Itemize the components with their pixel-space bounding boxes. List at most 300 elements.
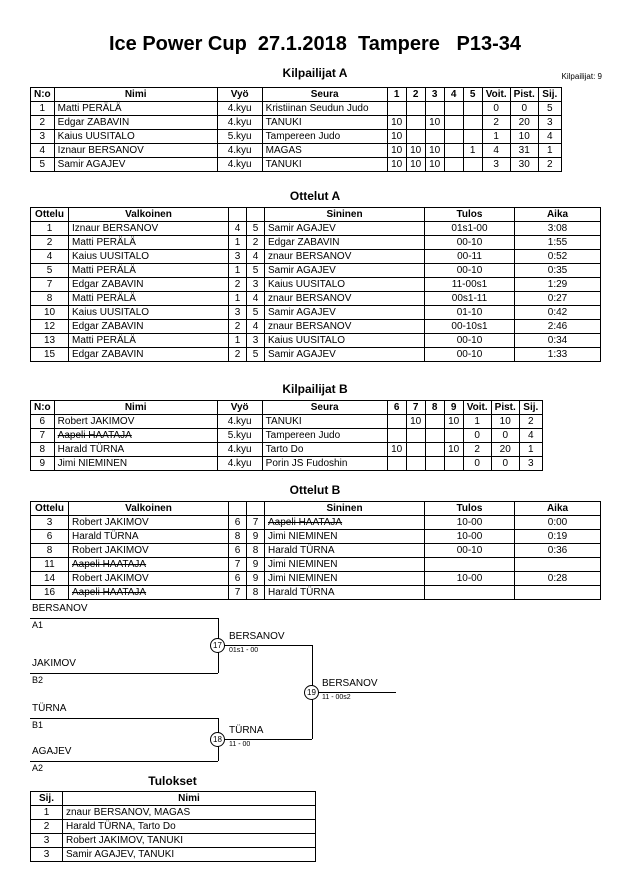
col-header-6: 6 bbox=[387, 401, 406, 415]
bracket-slot-line bbox=[30, 761, 218, 762]
results-table bbox=[30, 791, 316, 862]
match-row bbox=[31, 222, 601, 236]
col-header-blank bbox=[247, 208, 265, 222]
cell-white-name: Matti PERÄLÄ bbox=[69, 264, 229, 278]
cell-match-no: 3 bbox=[31, 516, 69, 530]
bracket-winner-name: TÜRNA bbox=[229, 725, 264, 736]
cell-score-6 bbox=[387, 457, 406, 471]
cell-blue-name: Jimi NIEMINEN bbox=[265, 558, 425, 572]
cell-wins: 0 bbox=[463, 429, 491, 443]
cell-place: 3 bbox=[31, 834, 63, 848]
cell-score-8 bbox=[425, 457, 444, 471]
bracket-match-number: 19 bbox=[304, 685, 319, 700]
bracket-slot-name: AGAJEV bbox=[32, 746, 72, 757]
cell-white-no: 1 bbox=[229, 292, 247, 306]
cell-white-name: Aapeli HAATAJA bbox=[69, 558, 229, 572]
bracket-winner-name: BERSANOV bbox=[229, 631, 285, 642]
cell-blue-no: 4 bbox=[247, 250, 265, 264]
cell-score-3 bbox=[425, 130, 444, 144]
cell-match-no: 8 bbox=[31, 292, 69, 306]
cell-score-1: 10 bbox=[387, 130, 406, 144]
result-row bbox=[31, 820, 316, 834]
bracket-slot-line bbox=[30, 618, 218, 619]
cell-result: 00-10 bbox=[425, 544, 515, 558]
cell-no: 7 bbox=[31, 429, 55, 443]
cell-blue-no: 5 bbox=[247, 348, 265, 362]
col-header-points: Pist. bbox=[510, 88, 538, 102]
cell-time: 0:00 bbox=[515, 516, 601, 530]
match-row bbox=[31, 250, 601, 264]
cell-blue-name: Samir AGAJEV bbox=[265, 264, 425, 278]
cell-blue-name: Kaius UUSITALO bbox=[265, 278, 425, 292]
cell-place: 1 bbox=[519, 443, 542, 457]
cell-result: 11-00s1 bbox=[425, 278, 515, 292]
cell-result: 00-10 bbox=[425, 334, 515, 348]
cell-score-8 bbox=[425, 443, 444, 457]
cell-white-no: 3 bbox=[229, 306, 247, 320]
match-row bbox=[31, 544, 601, 558]
col-header-blue: Sininen bbox=[265, 208, 425, 222]
cell-points: 20 bbox=[510, 116, 538, 130]
cell-time: 1:33 bbox=[515, 348, 601, 362]
cell-white-name: Edgar ZABAVIN bbox=[69, 320, 229, 334]
cell-club: TANUKI bbox=[262, 116, 387, 130]
cell-name: znaur BERSANOV, MAGAS bbox=[63, 806, 316, 820]
competitor-row bbox=[31, 415, 543, 429]
cell-belt: 4.kyu bbox=[217, 144, 262, 158]
cell-time: 0:36 bbox=[515, 544, 601, 558]
cell-points: 0 bbox=[491, 457, 519, 471]
result-row bbox=[31, 806, 316, 820]
cell-place: 3 bbox=[31, 848, 63, 862]
cell-score-7 bbox=[406, 429, 425, 443]
cell-belt: 4.kyu bbox=[217, 415, 262, 429]
cell-no: 9 bbox=[31, 457, 55, 471]
results-header-row bbox=[31, 792, 316, 806]
cell-blue-name: Kaius UUSITALO bbox=[265, 334, 425, 348]
cell-score-2 bbox=[406, 102, 425, 116]
cell-wins: 1 bbox=[463, 415, 491, 429]
cell-white-no: 3 bbox=[229, 250, 247, 264]
col-header-match: Ottelu bbox=[31, 208, 69, 222]
cell-wins: 2 bbox=[482, 116, 510, 130]
cell-match-no: 11 bbox=[31, 558, 69, 572]
bracket-winner-score: 11 - 00 bbox=[229, 741, 251, 748]
cell-white-no: 1 bbox=[229, 236, 247, 250]
cell-name: Jimi NIEMINEN bbox=[54, 457, 217, 471]
cell-match-no: 10 bbox=[31, 306, 69, 320]
cell-result: 10-00 bbox=[425, 572, 515, 586]
cell-wins: 3 bbox=[482, 158, 510, 172]
col-header-club: Seura bbox=[262, 88, 387, 102]
competitor-row bbox=[31, 144, 562, 158]
bracket-slot-name: JAKIMOV bbox=[32, 658, 76, 669]
col-header-8: 8 bbox=[425, 401, 444, 415]
cell-name: Robert JAKIMOV bbox=[54, 415, 217, 429]
cell-name: Aapeli HAATAJA bbox=[54, 429, 217, 443]
match-row bbox=[31, 292, 601, 306]
cell-result: 00-10 bbox=[425, 236, 515, 250]
cell-score-5 bbox=[463, 102, 482, 116]
cell-match-no: 13 bbox=[31, 334, 69, 348]
col-header-place: Sij. bbox=[31, 792, 63, 806]
cell-name: Robert JAKIMOV, TANUKI bbox=[63, 834, 316, 848]
cell-score-6 bbox=[387, 429, 406, 443]
col-header-belt: Vyö bbox=[217, 401, 262, 415]
matches-b-table bbox=[30, 501, 601, 600]
cell-match-no: 1 bbox=[31, 222, 69, 236]
cell-white-name: Edgar ZABAVIN bbox=[69, 348, 229, 362]
cell-blue-name: Aapeli HAATAJA bbox=[265, 516, 425, 530]
cell-white-no: 6 bbox=[229, 572, 247, 586]
matches-a-heading: Ottelut A bbox=[289, 189, 341, 203]
col-header-wins: Voit. bbox=[463, 401, 491, 415]
cell-score-7 bbox=[406, 443, 425, 457]
bracket-winner-name: BERSANOV bbox=[322, 678, 378, 689]
cell-score-8 bbox=[425, 415, 444, 429]
cell-place: 4 bbox=[538, 130, 561, 144]
bracket-slot-line bbox=[30, 718, 218, 719]
competitor-row bbox=[31, 443, 543, 457]
cell-time: 3:08 bbox=[515, 222, 601, 236]
bracket-slot-name: BERSANOV bbox=[32, 603, 88, 614]
cell-score-8 bbox=[425, 429, 444, 443]
cell-place: 1 bbox=[538, 144, 561, 158]
cell-score-5 bbox=[463, 116, 482, 130]
cell-wins: 4 bbox=[482, 144, 510, 158]
bracket-slot-line bbox=[30, 673, 218, 674]
cell-blue-no: 8 bbox=[247, 544, 265, 558]
competitor-row bbox=[31, 158, 562, 172]
cell-blue-no: 9 bbox=[247, 572, 265, 586]
bracket-match-number: 17 bbox=[210, 638, 225, 653]
cell-score-3: 10 bbox=[425, 116, 444, 130]
cell-time: 0:19 bbox=[515, 530, 601, 544]
cell-time bbox=[515, 586, 601, 600]
cell-wins: 0 bbox=[482, 102, 510, 116]
pool-b-table bbox=[30, 400, 543, 471]
cell-score-9 bbox=[444, 429, 463, 443]
cell-name: Harald TÜRNA, Tarto Do bbox=[63, 820, 316, 834]
cell-points: 10 bbox=[510, 130, 538, 144]
col-header-9: 9 bbox=[444, 401, 463, 415]
cell-match-no: 6 bbox=[31, 530, 69, 544]
final-bracket bbox=[0, 602, 630, 772]
cell-belt: 4.kyu bbox=[217, 158, 262, 172]
match-row bbox=[31, 306, 601, 320]
cell-name: Samir AGAJEV, TANUKI bbox=[63, 848, 316, 862]
bracket-match-number: 18 bbox=[210, 732, 225, 747]
cell-place: 2 bbox=[31, 820, 63, 834]
col-header-white: Valkoinen bbox=[69, 208, 229, 222]
cell-score-2: 10 bbox=[406, 158, 425, 172]
cell-time bbox=[515, 558, 601, 572]
matches-a-table bbox=[30, 207, 601, 362]
col-header-name: Nimi bbox=[63, 792, 316, 806]
cell-match-no: 14 bbox=[31, 572, 69, 586]
col-header-white: Valkoinen bbox=[69, 502, 229, 516]
cell-score-1: 10 bbox=[387, 158, 406, 172]
cell-blue-no: 3 bbox=[247, 278, 265, 292]
cell-result: 00-11 bbox=[425, 250, 515, 264]
cell-name: Iznaur BERSANOV bbox=[54, 144, 217, 158]
cell-place: 4 bbox=[519, 429, 542, 443]
cell-no: 1 bbox=[31, 102, 55, 116]
pool-b-header-row bbox=[31, 401, 543, 415]
cell-white-no: 8 bbox=[229, 530, 247, 544]
col-header-match: Ottelu bbox=[31, 502, 69, 516]
cell-name: Samir AGAJEV bbox=[54, 158, 217, 172]
cell-wins: 2 bbox=[463, 443, 491, 457]
cell-blue-no: 5 bbox=[247, 264, 265, 278]
cell-blue-name: Jimi NIEMINEN bbox=[265, 572, 425, 586]
cell-score-4 bbox=[444, 130, 463, 144]
pool-a-heading: Kilpailijat A bbox=[282, 66, 348, 80]
pool-a-header-row bbox=[31, 88, 562, 102]
col-header-blank bbox=[229, 502, 247, 516]
cell-blue-name: Jimi NIEMINEN bbox=[265, 530, 425, 544]
cell-place: 2 bbox=[538, 158, 561, 172]
col-header-1: 1 bbox=[387, 88, 406, 102]
cell-score-1: 10 bbox=[387, 116, 406, 130]
cell-blue-no: 2 bbox=[247, 236, 265, 250]
competitor-row bbox=[31, 429, 543, 443]
cell-score-4 bbox=[444, 116, 463, 130]
competitor-count: Kilpailijat: 9 bbox=[561, 72, 602, 81]
cell-white-name: Aapeli HAATAJA bbox=[69, 586, 229, 600]
cell-club: MAGAS bbox=[262, 144, 387, 158]
cell-result: 01s1-00 bbox=[425, 222, 515, 236]
cell-score-3: 10 bbox=[425, 158, 444, 172]
bracket-winner-line bbox=[218, 645, 312, 646]
match-row bbox=[31, 264, 601, 278]
cell-white-name: Matti PERÄLÄ bbox=[69, 236, 229, 250]
cell-blue-name: znaur BERSANOV bbox=[265, 320, 425, 334]
competitor-row bbox=[31, 102, 562, 116]
match-row bbox=[31, 572, 601, 586]
cell-result: 00-10s1 bbox=[425, 320, 515, 334]
cell-score-4 bbox=[444, 144, 463, 158]
match-row bbox=[31, 530, 601, 544]
col-header-club: Seura bbox=[262, 401, 387, 415]
cell-score-1 bbox=[387, 102, 406, 116]
cell-points: 31 bbox=[510, 144, 538, 158]
cell-name: Harald TÜRNA bbox=[54, 443, 217, 457]
cell-score-7 bbox=[406, 457, 425, 471]
cell-white-no: 6 bbox=[229, 544, 247, 558]
cell-match-no: 16 bbox=[31, 586, 69, 600]
cell-club: Tampereen Judo bbox=[262, 429, 387, 443]
cell-result bbox=[425, 558, 515, 572]
cell-blue-no: 8 bbox=[247, 586, 265, 600]
cell-score-9: 10 bbox=[444, 415, 463, 429]
cell-club: Tarto Do bbox=[262, 443, 387, 457]
results-heading: Tulokset bbox=[148, 774, 197, 788]
cell-club: Kristiinan Seudun Judo bbox=[262, 102, 387, 116]
cell-time: 0:52 bbox=[515, 250, 601, 264]
cell-white-no: 1 bbox=[229, 264, 247, 278]
cell-white-name: Robert JAKIMOV bbox=[69, 572, 229, 586]
cell-score-3 bbox=[425, 102, 444, 116]
col-header-4: 4 bbox=[444, 88, 463, 102]
cell-belt: 4.kyu bbox=[217, 102, 262, 116]
cell-blue-no: 3 bbox=[247, 334, 265, 348]
col-header-time: Aika bbox=[515, 502, 601, 516]
match-row bbox=[31, 236, 601, 250]
cell-points: 30 bbox=[510, 158, 538, 172]
cell-no: 4 bbox=[31, 144, 55, 158]
cell-blue-no: 9 bbox=[247, 530, 265, 544]
col-header-place: Sij. bbox=[538, 88, 561, 102]
col-header-3: 3 bbox=[425, 88, 444, 102]
bracket-winner-score: 11 - 00s2 bbox=[322, 694, 351, 701]
col-header-5: 5 bbox=[463, 88, 482, 102]
match-row bbox=[31, 516, 601, 530]
cell-club: TANUKI bbox=[262, 158, 387, 172]
bracket-winner-line bbox=[218, 739, 312, 740]
cell-white-name: Kaius UUSITALO bbox=[69, 250, 229, 264]
cell-no: 3 bbox=[31, 130, 55, 144]
cell-points: 0 bbox=[491, 429, 519, 443]
cell-blue-name: Harald TÜRNA bbox=[265, 544, 425, 558]
col-header-belt: Vyö bbox=[217, 88, 262, 102]
competitor-row bbox=[31, 116, 562, 130]
cell-result: 00-10 bbox=[425, 264, 515, 278]
cell-belt: 4.kyu bbox=[217, 116, 262, 130]
result-row bbox=[31, 848, 316, 862]
matches-a-header-row bbox=[31, 208, 601, 222]
cell-blue-no: 5 bbox=[247, 306, 265, 320]
bracket-winner-score: 01s1 - 00 bbox=[229, 647, 259, 654]
cell-score-4 bbox=[444, 102, 463, 116]
cell-match-no: 5 bbox=[31, 264, 69, 278]
cell-score-4 bbox=[444, 158, 463, 172]
cell-score-7: 10 bbox=[406, 415, 425, 429]
cell-no: 6 bbox=[31, 415, 55, 429]
cell-blue-no: 5 bbox=[247, 222, 265, 236]
match-row bbox=[31, 334, 601, 348]
cell-place: 1 bbox=[31, 806, 63, 820]
cell-place: 3 bbox=[519, 457, 542, 471]
col-header-blank bbox=[229, 208, 247, 222]
cell-blue-name: Samir AGAJEV bbox=[265, 348, 425, 362]
cell-match-no: 12 bbox=[31, 320, 69, 334]
cell-white-no: 7 bbox=[229, 586, 247, 600]
col-header-blank bbox=[247, 502, 265, 516]
col-header-2: 2 bbox=[406, 88, 425, 102]
cell-place: 3 bbox=[538, 116, 561, 130]
cell-match-no: 2 bbox=[31, 236, 69, 250]
cell-wins: 1 bbox=[482, 130, 510, 144]
col-header-no: N:o bbox=[31, 88, 55, 102]
cell-blue-name: Harald TÜRNA bbox=[265, 586, 425, 600]
cell-no: 5 bbox=[31, 158, 55, 172]
cell-score-6 bbox=[387, 415, 406, 429]
col-header-name: Nimi bbox=[54, 88, 217, 102]
cell-white-name: Matti PERÄLÄ bbox=[69, 334, 229, 348]
pool-b-heading: Kilpailijat B bbox=[282, 382, 348, 396]
cell-white-no: 7 bbox=[229, 558, 247, 572]
cell-white-no: 6 bbox=[229, 516, 247, 530]
col-header-time: Aika bbox=[515, 208, 601, 222]
cell-time: 0:34 bbox=[515, 334, 601, 348]
col-header-7: 7 bbox=[406, 401, 425, 415]
cell-time: 1:29 bbox=[515, 278, 601, 292]
cell-place: 2 bbox=[519, 415, 542, 429]
cell-blue-no: 7 bbox=[247, 516, 265, 530]
match-row bbox=[31, 348, 601, 362]
cell-belt: 4.kyu bbox=[217, 443, 262, 457]
cell-blue-name: znaur BERSANOV bbox=[265, 292, 425, 306]
col-header-blue: Sininen bbox=[265, 502, 425, 516]
matches-b-heading: Ottelut B bbox=[289, 483, 341, 497]
cell-result: 00s1-11 bbox=[425, 292, 515, 306]
cell-blue-no: 9 bbox=[247, 558, 265, 572]
col-header-result: Tulos bbox=[425, 208, 515, 222]
cell-time: 0:42 bbox=[515, 306, 601, 320]
cell-score-2 bbox=[406, 130, 425, 144]
match-row bbox=[31, 320, 601, 334]
page-title: Ice Power Cup 27.1.2018 Tampere P13-34 bbox=[108, 33, 522, 55]
cell-white-no: 2 bbox=[229, 348, 247, 362]
cell-points: 0 bbox=[510, 102, 538, 116]
cell-belt: 5.kyu bbox=[217, 130, 262, 144]
cell-blue-name: Samir AGAJEV bbox=[265, 222, 425, 236]
cell-points: 10 bbox=[491, 415, 519, 429]
bracket-seed: B1 bbox=[32, 720, 44, 730]
cell-result: 10-00 bbox=[425, 530, 515, 544]
cell-result bbox=[425, 586, 515, 600]
cell-white-name: Iznaur BERSANOV bbox=[69, 222, 229, 236]
match-row bbox=[31, 278, 601, 292]
col-header-result: Tulos bbox=[425, 502, 515, 516]
cell-no: 8 bbox=[31, 443, 55, 457]
cell-score-9 bbox=[444, 457, 463, 471]
cell-blue-name: znaur BERSANOV bbox=[265, 250, 425, 264]
cell-white-no: 4 bbox=[229, 222, 247, 236]
bracket-seed: A1 bbox=[32, 620, 44, 630]
cell-club: Porin JS Fudoshin bbox=[262, 457, 387, 471]
result-row bbox=[31, 834, 316, 848]
cell-white-name: Harald TÜRNA bbox=[69, 530, 229, 544]
cell-blue-no: 4 bbox=[247, 320, 265, 334]
bracket-slot-name: TÜRNA bbox=[32, 703, 67, 714]
cell-score-2 bbox=[406, 116, 425, 130]
pool-a-table bbox=[30, 87, 562, 172]
cell-time: 2:46 bbox=[515, 320, 601, 334]
cell-match-no: 7 bbox=[31, 278, 69, 292]
cell-blue-no: 4 bbox=[247, 292, 265, 306]
cell-result: 10-00 bbox=[425, 516, 515, 530]
cell-time: 0:35 bbox=[515, 264, 601, 278]
cell-white-name: Robert JAKIMOV bbox=[69, 544, 229, 558]
cell-match-no: 4 bbox=[31, 250, 69, 264]
competitor-row bbox=[31, 457, 543, 471]
cell-score-3: 10 bbox=[425, 144, 444, 158]
bracket-winner-line bbox=[312, 692, 396, 693]
cell-no: 2 bbox=[31, 116, 55, 130]
col-header-no: N:o bbox=[31, 401, 55, 415]
cell-white-name: Matti PERÄLÄ bbox=[69, 292, 229, 306]
cell-club: Tampereen Judo bbox=[262, 130, 387, 144]
cell-time: 0:27 bbox=[515, 292, 601, 306]
cell-name: Kaius UUSITALO bbox=[54, 130, 217, 144]
cell-white-no: 2 bbox=[229, 278, 247, 292]
cell-white-name: Robert JAKIMOV bbox=[69, 516, 229, 530]
col-header-points: Pist. bbox=[491, 401, 519, 415]
bracket-seed: A2 bbox=[32, 763, 44, 773]
cell-white-name: Edgar ZABAVIN bbox=[69, 278, 229, 292]
